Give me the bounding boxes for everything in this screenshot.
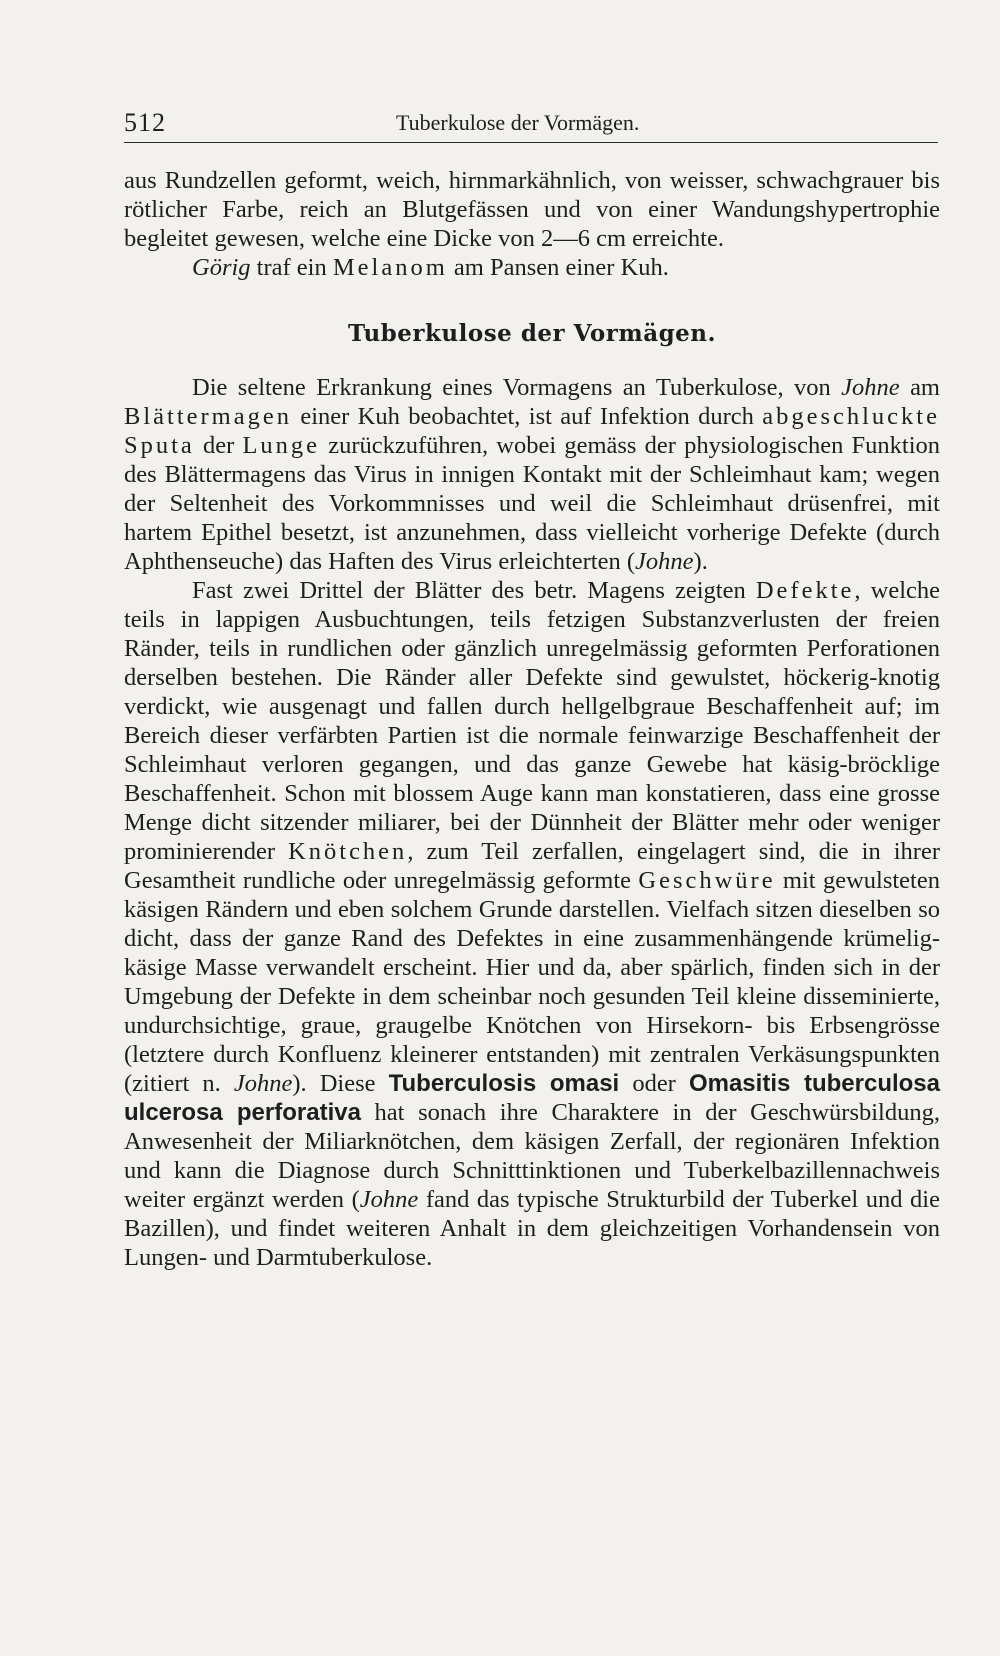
text-span: mit gewulsteten käsigen Rändern und eben solchem Grunde darstellen. Vielfach sitzen dieselben so dicht, dass der ganze Rand des Defektes in eine zusammenhängende krümelig-käsige Masse verwandelt erscheint. Hier und da, aber spärlich, finden sich in der Umgebung der Defekte in dem scheinbar noch gesunden Teil kleine disseminierte, undurchsichtige, graue, graugelbe Knötchen von Hirsekorn- bis Erbsengrösse (letztere durch Konfluenz kleinerer entstanden) mit zentralen Verkäsungspunkten (zitiert n. [124, 867, 940, 1097]
spaced-term: Blättermagen [124, 403, 292, 430]
author-name: Johne [233, 1070, 293, 1097]
text-span: hat sonach ihre Charaktere in der Geschwürsbildung, Anwesenheit der Miliarknötchen, dem käsigen Zerfall, der regionären Infektion und kann die Diagnose durch Schnitttinktionen und Tuberkelbazillennachweis weiter ergänzt werden ( [124, 1099, 940, 1213]
text-span: ). Diese [292, 1070, 389, 1097]
author-name: Johne [841, 374, 900, 401]
text-span: Die seltene Erkrankung eines Vormagens an Tuberkulose, von [192, 374, 842, 401]
text-span: am [899, 374, 940, 401]
header-rule [124, 142, 938, 143]
page-header [124, 108, 938, 144]
text-span: Fast zwei Drittel der Blätter des betr. Magens zeigten [192, 577, 756, 604]
text-span: ). [693, 548, 708, 575]
author-name: Görig [192, 254, 251, 281]
text-span: , welche teils in lappigen Ausbuchtungen, teils fetzigen Substanzverlusten der freien Ränder, teils in rundlichen oder gänzlich unregelmässig geformten Perforationen derselben bestehen. Die Ränder aller Defekte sind gewulstet, höckerig-knotig verdickt, wie ausgenagt und fallen durch hellgelbgraue Beschaffenheit auf; im Bereich dieser verfärbten Partien ist die normale feinwarzige Beschaffenheit der Schleimhaut verloren gegangen, und das ganze Gewebe hat käsig-bröcklige Beschaffenheit. Schon mit blossem Auge kann man konstatieren, dass eine grosse Menge dicht sitzender miliarer, bei der Dünnheit der Blätter mehr oder weniger prominierender [124, 577, 941, 865]
spaced-term: Defekte [755, 577, 855, 604]
spaced-term: abgeschluckte Sputa [124, 403, 940, 459]
spaced-term: Lunge [242, 432, 321, 459]
author-name: Johne [635, 548, 694, 575]
spaced-term: Geschwüre [638, 867, 776, 894]
author-name: Johne [359, 1186, 419, 1213]
section-heading: Tuberkulose der Vormägen. [347, 320, 717, 347]
paragraph-goerig [124, 253, 940, 282]
bold-term: Tuberculosis omasi [388, 1070, 620, 1097]
spaced-term: Knötchen [288, 838, 408, 865]
bold-term: Omasitis tuberculosa ulcerosa perforativa [124, 1070, 940, 1126]
text-span: traf ein [250, 254, 333, 281]
spaced-term: Melanom [332, 254, 448, 281]
text-span: fand das typische Strukturbild der Tuberkel und die Bazillen), und findet weiteren Anhalt in dem gleichzeitigen Vorhandensein von Lungen- und Darmtuberkulose. [124, 1186, 940, 1271]
text-span: am Pansen einer Kuh. [447, 254, 669, 281]
text-span: der [194, 432, 243, 459]
text-span: , zum Teil zerfallen, eingelagert sind, die in ihrer Gesamtheit rundliche oder unregelmässig geformte [124, 838, 940, 894]
text-span: einer Kuh beobachtet, ist auf Infektion durch [291, 403, 763, 430]
paragraph-continuation: aus Rundzellen geformt, weich, hirnmarkähnlich, von weisser, schwachgrauer bis rötlicher Farbe, reich an Blutgefässen und von einer Wandungshypertrophie begleitet gewesen, welche eine Dicke von 2—6 cm erreichte. [124, 167, 940, 252]
paragraph-intro [124, 373, 940, 576]
page-number: 512 [124, 108, 166, 137]
running-title: Tuberkulose der Vormägen. [396, 110, 640, 135]
text-span: zurückzuführen, wobei gemäss der physiologischen Funktion des Blättermagens das Virus in innigen Kontakt mit der Schleimhaut kam; wegen der Seltenheit des Vorkommnisses und weil die Schleimhaut drüsenfrei, mit hartem Epithel besetzt, ist anzunehmen, dass vielleicht vorherige Defekte (durch Aphthenseuche) das Haften des Virus erleichterten ( [124, 432, 940, 575]
page-body [124, 166, 940, 1272]
text-span: oder [619, 1070, 689, 1097]
paragraph-findings [124, 576, 940, 1272]
